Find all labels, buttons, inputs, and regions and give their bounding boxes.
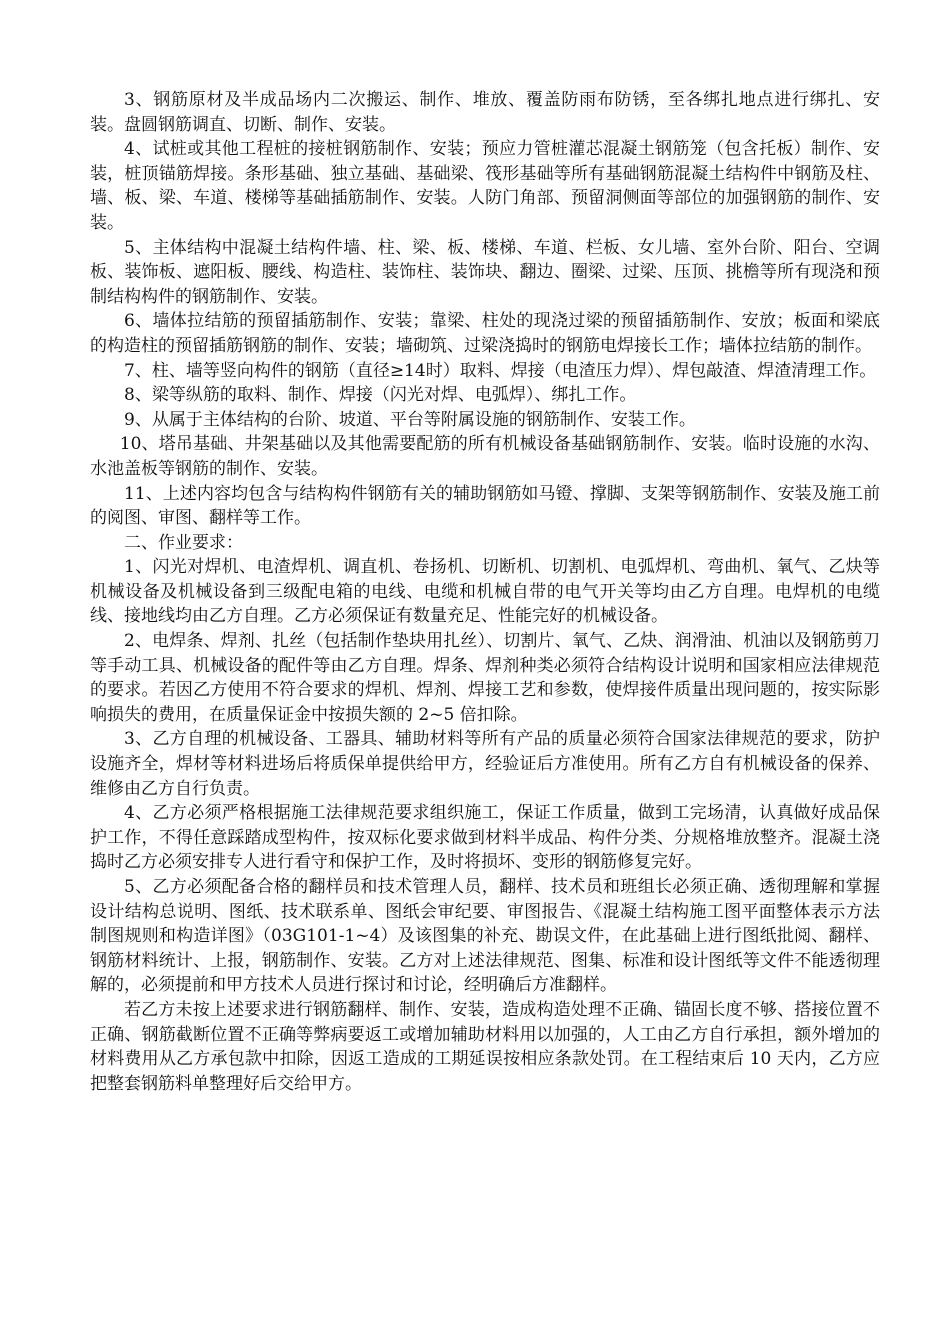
paragraph-item-3: 3、钢筋原材及半成品场内二次搬运、制作、堆放、覆盖防雨布防锈，至各绑扎地点进行绑扎、安装。盘圆钢筋调直、切断、制作、安装。 (90, 90, 880, 135)
paragraph-item-11: 11、上述内容均包含与结构构件钢筋有关的辅助钢筋如马镫、撑脚、支架等钢筋制作、安装及施工前的阅图、审图、翻样等工作。 (90, 483, 880, 529)
requirement-item-4: 4、乙方必须严格根据施工法律规范要求组织施工，保证工作质量，做到工完场清，认真做好成品保护工作，不得任意踩踏成型构件，按双标化要求做到材料半成品、构件分类、分规格堆放整齐。混凝土浇捣时乙方必须安排专人进行看守和保护工作，及时将损坏、变形的钢筋修复完好。 (90, 803, 880, 873)
paragraph-item-5: 5、主体结构中混凝土结构件墙、柱、梁、板、楼梯、车道、栏板、女儿墙、室外台阶、阳台、空调板、装饰板、遮阳板、腰线、构造柱、装饰柱、装饰块、翻边、圈梁、过梁、压顶、挑檐等所有现浇和预制结构构件的钢筋制作、安装。 (90, 237, 880, 307)
paragraph-item-8: 8、梁等纵筋的取料、制作、焊接（闪光对焊、电弧焊）、绑扎工作。 (124, 385, 637, 406)
paragraph-item-7: 7、柱、墙等竖向构件的钢筋（直径≥14时）取料、焊接（电渣压力焊）、焊包敲渣、焊渣清理工作。 (124, 360, 877, 381)
requirement-item-5: 5、乙方必须配备合格的翻样员和技术管理人员，翻样、技术员和班组长必须正确、透彻理解和掌握设计结构总说明、图纸、技术联系单、图纸会审纪要、审图报告、《混凝土结构施工图平面整体表示方法制图规则和构造详图》（03G101-1~4）及该图集的补充、勘误文件，在此基础上进行图纸批阅、翻样、钢筋材料统计、上报，钢筋制作、安装。乙方对上述法律规范、图集、标准和设计图纸等文件不能透彻理解的，必须提前和甲方技术人员进行探讨和讨论，经明确后方准翻样。 (90, 877, 880, 996)
paragraph-item-10: 10、塔吊基础、井架基础以及其他需要配筋的所有机械设备基础钢筋制作、安装。临时设施的水沟、水池盖板等钢筋的制作、安装。 (90, 434, 880, 479)
requirement-note: 若乙方未按上述要求进行钢筋翻样、制作、安装，造成构造处理不正确、锚固长度不够、搭接位置不正确、钢筋截断位置不正确等弊病要返工或增加辅助材料用以加强的，人工由乙方自行承担，额外增加的材料费用从乙方承包款中扣除，因返工造成的工期延误按相应条款处罚。在工程结束后 10 天内，乙方应把整套钢筋料单整理好后交给甲方。 (90, 999, 880, 1094)
section-heading-requirements: 二、作业要求： (124, 532, 243, 553)
paragraph-item-6: 6、墙体拉结筋的预留插筋制作、安装；靠梁、柱处的现浇过梁的预留插筋制作、安放；板面和梁底的构造柱的预留插筋钢筋的制作、安装；墙砌筑、过梁浇捣时的钢筋电焊接长工作；墙体拉结筋的制作。 (90, 311, 880, 356)
requirement-item-2: 2、电焊条、焊剂、扎丝（包括制作垫块用扎丝）、切割片、氧气、乙炔、润滑油、机油以及钢筋剪刀等手动工具、机械设备的配件等由乙方自理。焊条、焊剂种类必须符合结构设计说明和国家相应法律规范的要求。若因乙方使用不符合要求的焊机、焊剂、焊接工艺和参数，使焊接件质量出现问题的，按实际影响损失的费用，在质量保证金中按损失额的 2~5 倍扣除。 (90, 631, 880, 725)
requirement-item-3: 3、乙方自理的机械设备、工器具、辅助材料等所有产品的质量必须符合国家法律规范的要求，防护设施齐全，焊材等材料进场后将质保单提供给甲方，经验证后方准使用。所有乙方自有机械设备的保养、维修由乙方自行负责。 (90, 729, 880, 799)
document-body (90, 88, 880, 1096)
paragraph-item-4: 4、试桩或其他工程桩的接桩钢筋制作、安装；预应力管桩灌芯混凝土钢筋笼（包含托板）制作、安装，桩顶锚筋焊接。条形基础、独立基础、基础梁、筏形基础等所有基础钢筋混凝土结构件中钢筋及柱、墙、板、梁、车道、楼梯等基础插筋制作、安装。人防门角部、预留洞侧面等部位的加强钢筋的制作、安装。 (90, 139, 880, 233)
paragraph-item-9: 9、从属于主体结构的台阶、坡道、平台等附属设施的钢筋制作、安装工作。 (124, 409, 696, 430)
requirement-item-1: 1、闪光对焊机、电渣焊机、调直机、卷扬机、切断机、切割机、电弧焊机、弯曲机、氧气、乙炔等机械设备及机械设备到三级配电箱的电线、电缆和机械自带的电气开关等均由乙方自理。电焊机的电缆线、接地线均由乙方自理。乙方必须保证有数量充足、性能完好的机械设备。 (90, 557, 880, 627)
